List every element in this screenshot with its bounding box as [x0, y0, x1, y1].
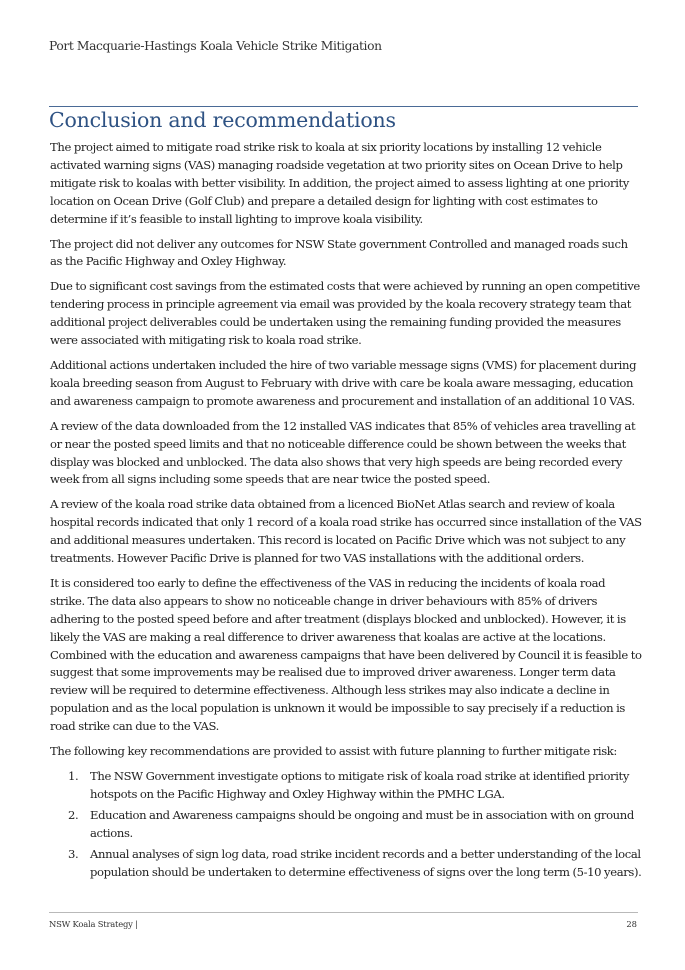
paragraph-project-aim: The project aimed to mitigate road strike risk to koala at six priority locations by installing 12 vehicle activated warning signs (VAS) managing roadside vegetation at two priority sites on Ocean Drive to help mitigate risk to koalas with better visibility. In addition, the project aimed to assess lighting at one priority location on Ocean Drive (Golf Club) and prepare a detailed design for lighting with cost estimates to determine if it’s feasible to install lighting to improve koala visibility. [50, 140, 629, 226]
footer-document-name: NSW Koala Strategy | [49, 919, 138, 929]
recommendation-text: Annual analyses of sign log data, road strike incident records and a better understanding of the local population should be undertaken to determine effectiveness of signs over the long term (5-10 years). [90, 846, 642, 879]
section-heading: Conclusion and recommendations [49, 108, 396, 132]
paragraph-recommendations-intro: The following key recommendations are provided to assist with future planning to further mitigate risk: [50, 744, 617, 759]
body-content [50, 139, 642, 884]
paragraph-road-strike-review: A review of the koala road strike data obtained from a licenced BioNet Atlas search and review of koala hospital records indicated that only 1 record of a koala road strike has occurred since installation of the VAS and additional measures undertaken. This record is located on Pacific Drive which was not subject to any treatments. However Pacific Drive is planned for two VAS installations with the additional orders. [50, 497, 642, 566]
paragraph-vas-data-review: A review of the data downloaded from the 12 installed VAS indicates that 85% of vehicles area travelling at or near the posted speed limits and that no noticeable difference could be shown between the weeks that display was blocked and unblocked. The data also shows that very high speeds are being recorded every week from all signs including some speeds that are near twice the posted speed. [50, 418, 636, 487]
recommendation-text: Education and Awareness campaigns should be ongoing and must be in association with on ground actions. [90, 807, 634, 840]
paragraph-additional-actions: Additional actions undertaken included the hire of two variable message signs (VMS) for placement during koala breeding season from August to February with drive with care be koala aware messaging, education and awareness campaign to promote awareness and procurement and installation of an additional 10 VAS. [50, 357, 637, 408]
recommendation-item [50, 768, 642, 804]
running-header: Port Macquarie-Hastings Koala Vehicle Strike Mitigation [49, 39, 382, 53]
paragraph-state-roads: The project did not deliver any outcomes for NSW State government Controlled and managed roads such as the Pacific Highway and Oxley Highway. [50, 236, 628, 269]
recommendation-number: 1. [68, 769, 79, 783]
recommendation-number: 3. [68, 846, 79, 861]
recommendation-number: 2. [68, 807, 79, 822]
paragraph-cost-savings: Due to significant cost savings from the estimated costs that were achieved by running an open competitive tendering process in principle agreement via email was provided by the koala recovery strategy team that additional project deliverables could be undertaken using the remaining funding provided the measures were associated with mitigating risk to koala road strike. [50, 279, 640, 348]
recommendation-item [50, 846, 642, 882]
recommendation-item [50, 807, 642, 843]
heading-divider [49, 106, 638, 107]
footer-page-number: 28 [626, 919, 637, 929]
recommendation-text: The NSW Government investigate options to mitigate risk of koala road strike at identified priority hotspots on the Pacific Highway and Oxley Highway within the PMHC LGA. [90, 769, 629, 801]
footer-divider [49, 912, 638, 913]
recommendations-list [50, 768, 642, 881]
paragraph-effectiveness: It is considered too early to define the effectiveness of the VAS in reducing the incidents of koala road strike. The data also appears to show no noticeable change in driver behaviours with 85% of drivers adhering to the posted speed before and after treatment (displays blocked and unblocked). However, it is likely the VAS are making a real difference to driver awareness that koalas are active at the locations. Combined with the education and awareness campaigns that have been delivered by Council it is feasible to suggest that some improvements may be realised due to improved driver awareness. Longer term data review will be required to determine effectiveness. Although less strikes may also indicate a decline in population and as the local population is unknown it would be impossible to say precisely if a reduction is road strike can due to the VAS. [50, 575, 642, 734]
